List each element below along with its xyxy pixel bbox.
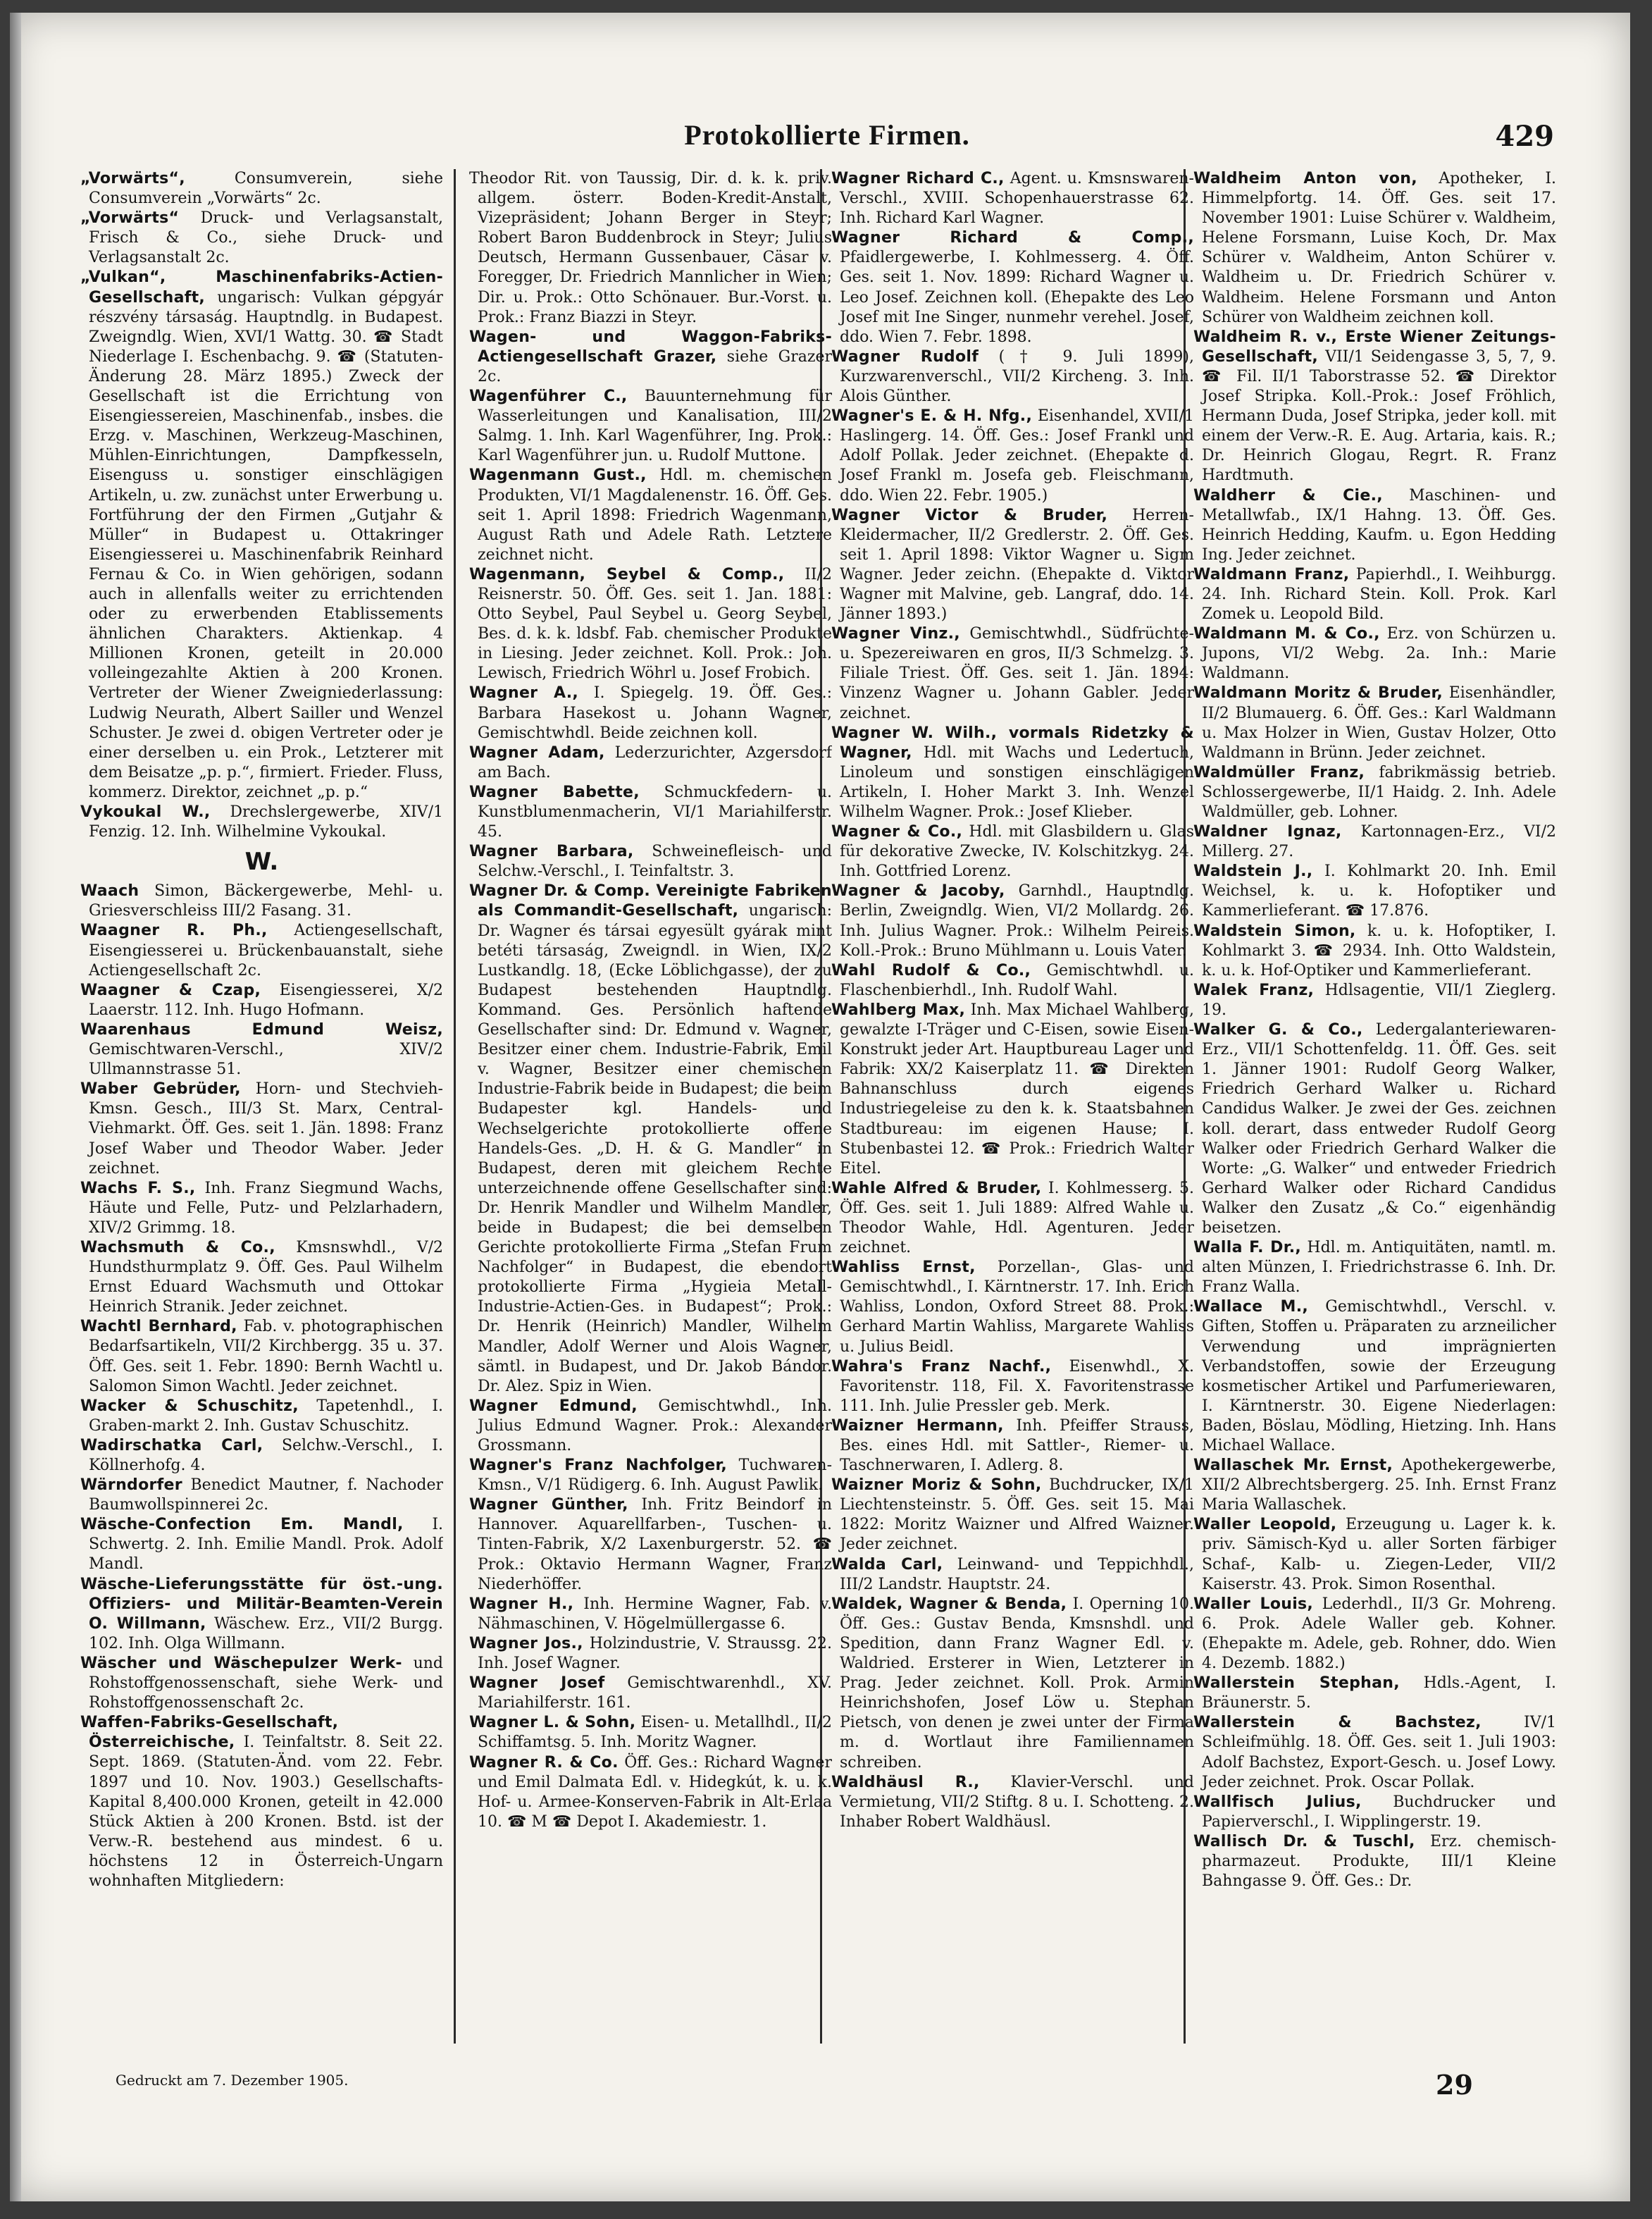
entry-text: Druck- und Verlagsanstalt, Frisch & Co., siehe Druck- und Verlagsanstalt 2c. [89, 209, 443, 267]
entry-text: k. u. k. Hofoptiker, I. Kohlmarkt 3. ☎ 2934. Inh. Otto Waldstein, k. u. k. Hof-Optiker und Kammerlieferant. [1202, 922, 1556, 979]
entry-text: Kmsnswhdl., V/2 Hundsthurmplatz 9. Öff. Ges. Paul Wilhelm Ernst Eduard Wachsmuth und Ottokar Heinrich Stranik. Jeder zeichnet. [89, 1238, 443, 1316]
directory-entry [831, 1595, 1194, 1773]
firm-name: Waach [80, 882, 139, 901]
firm-name: Wahle Alfred & Bruder, [831, 1179, 1042, 1197]
directory-entry [469, 882, 832, 1396]
directory-entry [831, 506, 1194, 625]
firm-name: Wagner & Co., [831, 823, 963, 841]
entry-text: Inh. Fritz Beindorf in Hannover. Aquarellfarben-, Tuschen- u. Tinten-Fabrik, X/2 Laxenburgerstr. 52. ☎ Prok.: Oktavio Hermann Wagner, Franz Niederhöffer. [478, 1496, 832, 1593]
entry-text: Eisenhandel, XVII/1 Haslingerg. 14. Öff. Ges.: Josef Frankl und Adolf Pollak. Jeder zeichnet. (Ehepakte d. Josef Frankl m. Josefa geb. Fleischmann, ddo. Wien 22. Febr. 1905.) [840, 407, 1194, 505]
directory-entry [831, 624, 1194, 723]
directory-entry [1193, 1297, 1556, 1456]
entry-text: Hdlsagentie, VII/1 Zieglerg. 19. [1202, 981, 1556, 1019]
directory-entry [469, 1753, 832, 1832]
entry-text: Horn- und Stechvieh-Kmsn. Gesch., III/3 St. Marx, Central-Viehmarkt. Öff. Ges. seit 1. Jän. 1898: Franz Josef Waber und Theodor Waber. Jeder zeichnet. [89, 1080, 443, 1178]
entry-text: Agent. u. Kmsnswaren-Verschl., XVIII. Schopenhauerstrasse 62. Inh. Richard Karl Wagner. [840, 170, 1194, 228]
column-2 [469, 169, 832, 2177]
entry-text: Garnhdl., Hauptndlg. Berlin, Zweigndlg. Wien, VI/2 Mollardg. 26. Inh. Julius Wagner. Prok.: Wilhelm Peireis. Koll.-Prok.: Bruno Mühlmann u. Louis Vater. [840, 882, 1194, 960]
firm-name: Wagner Babette, [469, 783, 640, 801]
firm-name: Wachsmuth & Co., [80, 1238, 275, 1256]
directory-entry [469, 1495, 832, 1594]
firm-name: Wagner L. & Sohn, [469, 1714, 636, 1732]
signature-mark: 29 [1436, 2069, 1473, 2101]
directory-entry [1193, 862, 1556, 921]
directory-entry [80, 803, 443, 842]
firm-name: Wahra's Franz Nachf., [831, 1357, 1052, 1376]
entry-text: Gemischtwhdl., Inh. Julius Edmund Wagner. Prok.: Alexander Grossmann. [478, 1397, 832, 1454]
firm-name: Wallisch Dr. & Tuschl, [1193, 1832, 1415, 1850]
directory-entry [1193, 1793, 1556, 1832]
directory-entry [80, 1476, 443, 1515]
firm-name: Wagenführer C., [469, 388, 628, 406]
directory-entry [831, 1258, 1194, 1356]
directory-entry [469, 1713, 832, 1753]
firm-name: Waffen-Fabriks-Gesellschaft, Österreichische, [80, 1714, 339, 1752]
firm-name: Wagner Victor & Bruder, [831, 506, 1108, 524]
directory-entry [80, 1179, 443, 1238]
firm-name: Wallerstein Stephan, [1193, 1674, 1400, 1693]
firm-name: Wagner Rudolf [831, 347, 979, 366]
entry-text: († 9. Juli 1899), Kurzwarenverschl., VII/2 Kircheng. 3. Inh. Alois Günther. [840, 347, 1194, 406]
entry-text: Buchdrucker, IX/1 Liechtensteinstr. 5. Öff. Ges. seit 15. Mai 1822: Moritz Waizner und Alfred Waizner. Jeder zeichnet. [840, 1476, 1194, 1554]
firm-name: Waldherr & Cie., [1193, 486, 1383, 505]
directory-entry [80, 981, 443, 1020]
firm-name: Waldner Ignaz, [1193, 823, 1342, 841]
entry-text: Papierhdl., I. Weihburgg. 24. Inh. Richard Stein. Koll. Prok. Karl Zomek u. Leopold Bild. [1202, 565, 1556, 624]
firm-name: Waagner & Czap, [80, 981, 261, 999]
directory-entry [1193, 1020, 1556, 1238]
directory-entry [80, 1654, 443, 1713]
entry-text: siehe Grazer 2c. [478, 347, 832, 385]
firm-name: Wagner W. Wilh., vormals Ridetzky & Wagner, [831, 724, 1194, 762]
directory-entry [1193, 1456, 1556, 1515]
firm-name: Wagner Richard C., [831, 170, 1005, 187]
entry-text: und Rohstoffgenossenschaft, siehe Werk- und Rohstoffgenossenschaft 2c. [89, 1654, 443, 1712]
directory-entry [469, 1674, 832, 1713]
firm-name: Wagner Adam, [469, 743, 605, 762]
firm-name: Walker G. & Co., [1193, 1021, 1363, 1039]
entry-text: Hdls.-Agent, I. Bräunerstr. 5. [1202, 1674, 1556, 1712]
directory-entry [831, 347, 1194, 407]
directory-entry [831, 1416, 1194, 1476]
directory-entry [469, 1456, 832, 1495]
firm-name: Waldhäusl R., [831, 1773, 980, 1791]
entry-text: Wäschew. Erz., VII/2 Burgg. 102. Inh. Olga Willmann. [89, 1614, 443, 1652]
page-title: Protokollierte Firmen. [684, 119, 970, 151]
directory-entry [469, 743, 832, 783]
firm-name: Walla F. Dr., [1193, 1239, 1302, 1257]
firm-name: Wallerstein & Bachstez, [1193, 1714, 1482, 1732]
firm-name: Wagner Edmund, [469, 1397, 638, 1415]
directory-entry [80, 1713, 443, 1891]
directory-entry [80, 209, 443, 268]
entry-text: I. Spiegelg. 19. Öff. Ges.: Barbara Hasekost u. Johann Wagner, Gemischtwhdl. Beide zeichnen koll. [478, 684, 832, 742]
directory-entry [1193, 1713, 1556, 1792]
entry-text: Theodor Rit. von Taussig, Dir. d. k. k. priv. allgem. österr. Boden-Kredit-Anstalt, Vizepräsident; Johann Berger in Steyr; Robert Baron Buddenbrock in Steyr; Julius Deutsch, Hermann Gussenbauer, Cäsar v. Foregger, Dr. Friedrich Mannlicher in Wien; Dir. u. Prok.: Otto Schönauer. Bur.-Vorst. u. Prok.: Franz Biazzi in Steyr. [469, 170, 832, 326]
entry-text: Lederhdl., II/3 Gr. Mohreng. 6. Prok. Adele Waller geb. Kohner. (Ehepakte m. Adele, geb. Rohner, ddo. Wien 4. Dezemb. 1882.) [1202, 1595, 1556, 1673]
firm-name: Waagner R. Ph., [80, 922, 268, 940]
entry-text: Simon, Bäckergewerbe, Mehl- u. Griesverschleiss III/2 Fasang. 31. [89, 882, 443, 920]
directory-page [10, 13, 1630, 2201]
firm-name: Wallace M., [1193, 1298, 1309, 1316]
directory-entry [469, 1595, 832, 1634]
firm-name: Waller Louis, [1193, 1595, 1314, 1613]
firm-name: „Vulkan“, Maschinenfabriks-Actien-Gesellschaft, [80, 268, 443, 307]
entry-text: VII/1 Seidengasse 3, 5, 7, 9. ☎ Fil. II/1 Taborstrasse 52. ☎ Direktor Josef Stripka. Koll.-Prok.: Josef Fröhlich, Hermann Duda, Josef Stripka, jeder koll. mit einem der Verw.-R. E. Aug. Artaria, kais. R.; Dr. Heinrich Glogau, Regrt. R. Franz Hardtmuth. [1202, 347, 1556, 485]
entry-text: I. Teinfaltstr. 8. Seit 22. Sept. 1869. (Statuten-Änd. vom 22. Febr. 1897 und 10. Nov. 1903.) Gesellschafts-Kapital 8,400.000 Kronen, geteilt in 42.000 Stück Aktien à 200 Kronen. Bstd. ist der Verw.-R. bestehend aus mindest. 6 u. höchstens 12 in Österreich-Ungarn wohnhaften Mitgliedern: [89, 1733, 443, 1890]
directory-entry [469, 328, 832, 387]
entry-text: Apotheker, I. Himmelpfortg. 14. Öff. Ges. seit 17. November 1901: Luise Schürer v. Waldheim, Helene Forsmann, Luise Koch, Dr. Max Schürer v. Waldheim, Anton Schürer v. Waldheim u. Dr. Friedrich Schürer v. Waldheim. Helene Forsmann und Anton Schürer von Waldheim zeichnen koll. [1202, 170, 1556, 326]
firm-name: Waizner Moriz & Sohn, [831, 1476, 1042, 1495]
directory-entry [1193, 684, 1556, 762]
firm-name: Wagner R. & Co. [469, 1753, 619, 1772]
entry-text: Erz. von Schürzen u. Jupons, VI/2 Webg. 2a. Inh.: Marie Waldmann. [1202, 625, 1556, 683]
directory-entry [80, 1317, 443, 1396]
directory-entry [469, 1634, 832, 1674]
directory-entry [831, 407, 1194, 505]
directory-entry [80, 1436, 443, 1476]
entry-text: Eisenhändler, II/2 Blumauerg. 6. Öff. Ges.: Karl Waldmann u. Max Holzer in Wien, Gustav Holzer, Otto Waldmann in Brünn. Jeder zeichnet. [1202, 684, 1556, 762]
firm-name: Wagner Jos., [469, 1634, 583, 1652]
directory-entry [831, 1773, 1194, 1832]
directory-entry [80, 1515, 443, 1574]
directory-entry [831, 1179, 1194, 1258]
directory-entry [831, 1476, 1194, 1554]
entry-text: Leinwand- und Teppichhdl., III/2 Landstr. Hauptstr. 24. [840, 1555, 1194, 1593]
firm-name: Vykoukal W., [80, 803, 211, 821]
entry-text: Klavier-Verschl. und Vermietung, VII/2 Stiftg. 8 u. I. Schotteng. 2. Inhaber Robert Waldhäusl. [840, 1773, 1194, 1831]
entry-text: ungarisch: Vulkan gépgyár részvény társaság. Hauptndlg. in Budapest. Zweigndlg. Wien, XVI/1 Wattg. 30. ☎ Stadt Niederlage I. Eschenbachg. 9. ☎ (Statuten-Änderung 28. März 1895.) Zweck der Gesellschaft ist die Errichtung von Eisengiessereien, Maschinenfab., insbes. die Erzg. v. Maschinen, Werkzeug-Maschinen, Mühlen-Einrichtungen, Dampfkesseln, Eisenguss u. sonstiger einschlägigen Artikeln, u. zw. zunächst unter Erwerbung u. Fortführung der den Firmen „Gutjahr & Müller“ in Budapest u. Ottakringer Eisengiesserei u. Maschinenfabrik Reinhard Fernau & Co. in Wien gehörigen, sodann auch in allenfalls weiter zu errichtenden oder zu erwerbenden Etablissements ähnlichen Charakters. Aktienkap. 4 Millionen Kronen, geteilt in 20.000 volleingezahlte Aktien à 200 Kronen. Vertreter der Wiener Zweigniederlassung: Ludwig Neurath, Albert Sailler und Wenzel Schuster. Je zwei d. obigen Vertreter oder je einer derselben u. ein Prok., Letzterer mit dem Beisatze „p. p.“, firmiert. Frieder. Fluss, kommerz. Direktor, zeichnet „p. p.“ [89, 288, 443, 801]
entry-text: fabrikmässig betrieb. Schlossergewerbe, II/1 Haidg. 2. Inh. Adele Waldmüller, geb. Lohner. [1202, 763, 1556, 821]
firm-name: Wallaschek Mr. Ernst, [1193, 1457, 1393, 1475]
entry-text: IV/1 Schleifmühlg. 18. Öff. Ges. seit 1. Juli 1903: Adolf Bachstez, Export-Gesch. u. Josef Lowy. Jeder zeichnet. Prok. Oscar Pollak. [1202, 1714, 1556, 1791]
directory-entry [80, 1397, 443, 1436]
directory-entry [1193, 1595, 1556, 1674]
firm-name: Wäsche-Confection Em. Mandl, [80, 1516, 404, 1534]
entry-text: Erzeugung u. Lager k. k. priv. Sämisch-Kyd u. aller Sorten färbiger Schaf-, Kalb- u. Ziegen-Leder, VII/2 Kaiserstr. 43. Prok. Simon Rosenthal. [1202, 1516, 1556, 1593]
entry-text: Hdl. mit Wachs und Ledertuch, Linoleum und sonstigen einschlägigen Artikeln, I. Hoher Markt 3. Inh. Wenzel Wilhelm Wagner. Prok.: Josef Klieber. [840, 743, 1194, 821]
firm-name: Wadirschatka Carl, [80, 1436, 263, 1454]
directory-entry [469, 565, 832, 684]
firm-name: Wagner Josef [469, 1674, 605, 1693]
directory-entry [469, 684, 832, 743]
entry-text: Gemischtwaren-Verschl., XIV/2 Ullmannstrasse 51. [89, 1041, 443, 1079]
firm-name: Wagner Vinz., [831, 625, 960, 643]
entry-text: Kartonnagen-Erz., VI/2 Millerg. 27. [1202, 823, 1556, 861]
entry-text: Bauunternehmung für Wasserleitungen und Kanalisation, III/2 Salmg. 1. Inh. Karl Wagenführer, Ing. Prok.: Karl Wagenführer jun. u. Rudolf Muttone. [478, 388, 832, 465]
entry-text: I. Operning 10. Öff. Ges.: Gustav Benda, Kmsnshdl. und Spedition, dann Franz Wagner Edl. v. Waldried. Ersterer in Wien, Letzterer in Prag. Jeder zeichnet. Koll. Prok. Armin Heinrichshofen, Josef Löw u. Stephan Pietsch, von denen je zwei unter der Firma m. d. Wortlaut ihre Familiennamen schreiben. [840, 1595, 1194, 1772]
firm-name: Wagner Günther, [469, 1496, 628, 1514]
firm-name: „Vorwärts“, [80, 170, 185, 187]
entry-text: Eisen- u. Metallhdl., II/2 Schiffamtsg. 5. Inh. Moritz Wagner. [478, 1714, 832, 1752]
entry-text: Buchdrucker und Papierverschl., I. Wipplingerstr. 19. [1202, 1793, 1556, 1831]
entry-text: Gemischtwarenhdl., XV. Mariahilferstr. 161. [478, 1674, 832, 1712]
entry-text: Benedict Mautner, f. Nachoder Baumwollspinnerei 2c. [89, 1476, 443, 1514]
directory-entry [831, 961, 1194, 1001]
entry-text: ungarisch: Dr. Wagner és társai egyesült gyárak mint betéti társaság, Zweigndl. in Wien, IX/2 Lustkandlg. 18, (Ecke Löblichgasse), der zu Budapest bestehenden Hauptndlg. Kommand. Ges. Persönlich haftende Gesellschafter sind: Dr. Edmund v. Wagner, Besitzer einer chem. Industrie-Fabrik, Emil v. Wagner, Besitzer einer chemischen Industrie-Fabrik beide in Budapest; die beim Budapester kgl. Handels- und Wechselgerichte protokollierte offene Handels-Ges. „D. H. & G. Mandler“ in Budapest, deren mit gleichem Rechte unterzeichnende offene Gesellschafter sind: Dr. Henrik Mandler und Wilhelm Mandler, beide in Budapest; die bei demselben Gerichte protokollierte Firma „Stefan Frum Nachfolger“ in Budapest, die ebendort protokollierte Firma „Hygieia Metall-Industrie-Actien-Ges. in Budapest“; Prok.: Dr. Henrik (Heinrich) Mandler, Wilhelm Mandler, Adolf Werner und Alois Wagner, sämtl. in Budapest, und Dr. Jakob Bándor. Dr. Alez. Spiz in Wien. [478, 902, 832, 1395]
entry-text: Pfaidlergewerbe, I. Kohlmesserg. 4. Öff. Ges. seit 1. Nov. 1899: Richard Wagner u. Leo Josef. Zeichnen koll. (Ehepakte des Leo Josef mit Ine Singer, nunmehr verehel. Josef, ddo. Wien 7. Febr. 1898. [840, 249, 1194, 346]
directory-entry [831, 1357, 1194, 1416]
print-date: Gedruckt am 7. Dezember 1905. [116, 2072, 349, 2089]
directory-entry [1193, 981, 1556, 1020]
directory-entry [1193, 1238, 1556, 1297]
directory-entry [80, 1575, 443, 1654]
entry-text: Tapetenhdl., I. Graben-markt 2. Inh. Gustav Schuschitz. [89, 1397, 443, 1435]
firm-name: Waldstein Simon, [1193, 922, 1356, 940]
firm-name: Waldheim Anton von, [1193, 170, 1417, 187]
directory-entry [469, 466, 832, 564]
firm-name: Waldmann M. & Co., [1193, 625, 1380, 643]
column-4 [1193, 169, 1556, 2177]
directory-entry [80, 268, 443, 803]
directory-entry [80, 1238, 443, 1317]
directory-entry [1193, 624, 1556, 684]
entry-text: Inh. Pfeiffer Strauss, Bes. eines Hdl. mit Sattler-, Riemer- u. Taschnerwaren, I. Adlerg. 8. [840, 1416, 1194, 1475]
directory-entry [80, 1080, 443, 1178]
directory-entry [1193, 486, 1556, 565]
directory-entry [831, 882, 1194, 960]
directory-entry [1193, 565, 1556, 624]
entry-text: Fab. v. photographischen Bedarfsartikeln, VII/2 Kirchbergg. 35 u. 37. Öff. Ges. seit 1. Febr. 1890: Bernh Wachtl u. Salomon Simon Wachtl. Jeder zeichnet. [89, 1318, 443, 1395]
firm-name: Wallfisch Julius, [1193, 1793, 1362, 1811]
entry-text: II/2 Reisnerstr. 50. Öff. Ges. seit 1. Jan. 1881: Otto Seybel, Paul Seybel u. Georg Seybel, Bes. d. k. k. ldsbf. Fab. chemischer Produkte in Liesing. Jeder zeichnet. Koll. Prok.: Joh. Lewisch, Friedrich Wöhrl u. Josef Frobich. [478, 565, 832, 683]
firm-name: Waldheim R. v., Erste Wiener Zeitungs-Gesellschaft, [1193, 328, 1556, 366]
entry-text: Holzindustrie, V. Straussg. 22. Inh. Josef Wagner. [478, 1634, 832, 1673]
directory-entry [80, 882, 443, 921]
directory-entry [469, 1397, 832, 1456]
directory-entry [469, 783, 832, 842]
firm-name: Waldmüller Franz, [1193, 763, 1365, 781]
directory-entry [1193, 822, 1556, 862]
entry-text: Inh. Max Michael Wahlberg, gewalzte I-Träger und C-Eisen, sowie Eisen-Konstrukt jeder Art. Hauptbureau Lager und Fabrik: XX/2 Kaiserplatz 11. ☎ Direkten Bahnanschluss durch eigenes Industriegeleise zu den k. k. Staatsbahnen Stadtbureau: im eigenen Hause; I. Stubenbastei 12. ☎ Prok.: Friedrich Walter Eitel. [840, 1001, 1194, 1178]
firm-name: Wagner A., [469, 684, 579, 703]
entry-text: Inh. Franz Siegmund Wachs, Häute und Felle, Putz- und Pelzlarhadern, XIV/2 Grimmg. 18. [89, 1179, 443, 1237]
directory-entry [831, 822, 1194, 882]
entry-text: Lederzurichter, Azgersdorf am Bach. [478, 743, 832, 781]
firm-name: Wachtl Bernhard, [80, 1318, 237, 1336]
page-edge-shadow [10, 13, 21, 2201]
directory-entry [1193, 1515, 1556, 1594]
column-3 [831, 169, 1194, 2177]
directory-entry [831, 1555, 1194, 1595]
entry-text: Drechslergewerbe, XIV/1 Fenzig. 12. Inh. Wilhelmine Vykoukal. [89, 803, 443, 841]
directory-entry [1193, 169, 1556, 328]
directory-entry [1193, 328, 1556, 486]
entry-text: Erz. chemisch-pharmazeut. Produkte, III/1 Kleine Bahngasse 9. Öff. Ges.: Dr. [1202, 1832, 1556, 1891]
firm-name: Waller Leopold, [1193, 1516, 1337, 1534]
entry-text: Apothekergewerbe, XII/2 Albrechtsbergerg. 25. Inh. Ernst Franz Maria Wallaschek. [1202, 1457, 1556, 1514]
directory-entry [1193, 763, 1556, 822]
firm-name: Wäsche-Lieferungsstätte für öst.-ung. Offiziers- und Militär-Beamten-Verein O. Willmann, [80, 1575, 443, 1633]
directory-entry [469, 387, 832, 466]
entry-text: Gemischtwhdl., Südfrüchte- u. Spezereiwaren en gros, II/3 Schmelzg. 3. Filiale Triest. Öff. Ges. seit 1. Jän. 1894: Vinzenz Wagner u. Johann Gabler. Jeder zeichnet. [840, 625, 1194, 722]
firm-name: Wagenmann, Seybel & Comp., [469, 565, 785, 583]
entry-text: Öff. Ges.: Richard Wagner und Emil Dalmata Edl. v. Hidegkút, k. u. k. Hof- u. Armee-Konserven-Fabrik in Alt-Erlaa 10. ☎ M ☎ Depot I. Akademiestr. 1. [478, 1753, 832, 1831]
entry-text: I. Kohlmesserg. 5. Öff. Ges. seit 1. Juli 1889: Alfred Wahle u. Theodor Wahle, Hdl. Agenturen. Jeder zeichnet. [840, 1179, 1194, 1257]
entry-text: Hdl. m. chemischen Produkten, VI/1 Magdalenenstr. 16. Öff. Ges. seit 1. April 1898: Friedrich Wagenmann, August Rath und Adele Rath. Letztere zeichnet nicht. [478, 466, 832, 564]
firm-name: Wärndorfer [80, 1476, 182, 1495]
entry-text: Schweinefleisch- und Selchw.-Verschl., I. Teinfaltstr. 3. [478, 843, 832, 881]
firm-name: Wagenmann Gust., [469, 466, 647, 485]
directory-entry [831, 724, 1194, 822]
firm-name: Wacker & Schuschitz, [80, 1397, 299, 1415]
directory-entry [80, 921, 443, 980]
entry-text: Consumverein, siehe Consumverein „Vorwärts“ 2c. [89, 170, 443, 208]
column-rule [454, 169, 456, 2044]
firm-name: Wachs F. S., [80, 1179, 196, 1197]
entry-text: Eisenwhdl., X. Favoritenstr. 118, Fil. X. Favoritenstrasse 111. Inh. Julie Pressler geb. Merk. [840, 1357, 1194, 1415]
firm-name: Waber Gebrüder, [80, 1080, 241, 1099]
entry-text: Inh. Hermine Wagner, Fab. v. Nähmaschinen, V. Högelmüllergasse 6. [478, 1595, 832, 1633]
firm-name: Wagner's E. & H. Nfg., [831, 407, 1033, 426]
entry-text: Hdl. m. Antiquitäten, namtl. m. alten Münzen, I. Friedrichstrasse 6. Inh. Dr. Franz Walla. [1202, 1239, 1556, 1297]
entry-text: Maschinen- und Metallwfab., IX/1 Hahng. 13. Öff. Ges. Heinrich Hedding, Kaufm. u. Egon Hedding Ing. Jeder zeichnet. [1202, 486, 1556, 564]
entry-text: Tuchwaren-Kmsn., V/1 Rüdigerg. 6. Inh. August Pawlik. [478, 1457, 832, 1495]
entry-text: Herren-Kleidermacher, II/2 Gredlerstr. 2. Öff. Ges. seit 1. April 1898: Viktor Wagner u. Sigm Wagner. Jeder zeichn. (Ehepakte d. Viktor Wagner mit Malvine, geb. Langraf, ddo. 14. Jänner 1893.) [840, 506, 1194, 624]
firm-name: Walek Franz, [1193, 981, 1315, 999]
firm-name: Waarenhaus Edmund Weisz, [80, 1020, 443, 1039]
firm-name: Wagen- und Waggon-Fabriks-Actiengesellschaft Grazer, [469, 328, 832, 366]
entry-text: Ledergalanteriewaren-Erz., VII/1 Schottenfeldg. 11. Öff. Ges. seit 1. Jänner 1901: Rudolf Georg Walker, Friedrich Gerhard Walker u. Richard Candidus Walker. Je zwei der Ges. zeichnen koll. derart, dass entweder Rudolf Georg Walker oder Friedrich Gerhard Walker die Worte: „G. Walker“ und entweder Friedrich Gerhard Walker oder Richard Candidus Walker den Zusatz „& Co.“ eigenhändig beisetzen. [1202, 1021, 1556, 1237]
firm-name: Wäscher und Wäschepulzer Werk- [80, 1654, 402, 1672]
firm-name: Wagner Dr. & Comp. Vereinigte Fabriken als Commandit-Gesellschaft, [469, 882, 832, 920]
entry-text: Gemischtwhdl. u. Flaschenbierhdl., Inh. Rudolf Wahl. [840, 961, 1194, 999]
entry-text: I. Schwertg. 2. Inh. Emilie Mandl. Prok. Adolf Mandl. [89, 1516, 443, 1574]
page-number: 429 [1495, 120, 1554, 153]
entry-text: Hdl. mit Glasbildern u. Glas für dekorative Zwecke, IV. Kolschitzkyg. 24. Inh. Gottfried Lorenz. [840, 823, 1194, 881]
entry-text: I. Kohlmarkt 20. Inh. Emil Weichsel, k. u. k. Hofoptiker und Kammerlieferant. ☎ 17.876. [1202, 863, 1556, 920]
firm-name: „Vorwärts“ [80, 209, 180, 228]
directory-entry [831, 228, 1194, 347]
firm-name: Wahliss Ernst, [831, 1259, 976, 1277]
firm-name: Wagner Richard & Comp., [831, 229, 1194, 247]
firm-name: Wagner & Jacoby, [831, 882, 1005, 901]
directory-entry [1193, 1674, 1556, 1713]
firm-name: Waldmann Moritz & Bruder, [1193, 684, 1443, 703]
directory-entry [469, 169, 832, 328]
firm-name: Waldmann Franz, [1193, 565, 1350, 583]
directory-entry [831, 1001, 1194, 1179]
entry-text: Eisengiesserei, X/2 Laaerstr. 112. Inh. Hugo Hofmann. [89, 981, 443, 1019]
directory-entry [1193, 922, 1556, 981]
directory-entry [831, 169, 1194, 228]
firm-name: Waldstein J., [1193, 863, 1313, 881]
firm-name: Wagner H., [469, 1595, 574, 1613]
entry-text: Gemischtwhdl., Verschl. v. Giften, Stoffen u. Präparaten zu arzneilicher Verwendung und imprägnierten Verbandstoffen, sowie der Erzeugung kosmetischer Artikel und Parfumeriewaren, I. Kärntnerstr. 30. Eigene Niederlagen: Baden, Böslau, Mödling, Hietzing. Inh. Hans Michael Wallace. [1202, 1298, 1556, 1454]
entry-text: Actiengesellschaft, Eisengiesserei u. Brückenbauanstalt, siehe Actiengesellschaft 2c. [89, 922, 443, 979]
firm-name: Wahl Rudolf & Co., [831, 961, 1031, 979]
firm-name: Wagner's Franz Nachfolger, [469, 1457, 728, 1475]
directory-entry [1193, 1832, 1556, 1891]
directory-entry [80, 169, 443, 209]
entry-text: Schmuckfedern- u. Kunstblumenmacherin, VI/1 Mariahilferstr. 45. [478, 783, 832, 841]
firm-name: Waldek, Wagner & Benda, [831, 1595, 1067, 1613]
directory-entry [469, 842, 832, 882]
firm-name: Wahlberg Max, [831, 1001, 966, 1019]
entry-text: Porzellan-, Glas- und Gemischtwhdl., I. Kärntnerstr. 17. Inh. Erich Wahliss, London, Oxford Street 88. Prok.: Gerhard Martin Wahliss, Margarete Wahliss u. Julius Beidl. [840, 1259, 1194, 1356]
firm-name: Waizner Hermann, [831, 1416, 1004, 1435]
section-letter: W. [244, 848, 279, 877]
firm-name: Wagner Barbara, [469, 843, 634, 861]
directory-entry [80, 1020, 443, 1080]
column-1 [80, 169, 443, 2177]
entry-text: Selchw.-Verschl., I. Köllnerhofg. 4. [89, 1436, 443, 1474]
firm-name: Walda Carl, [831, 1555, 943, 1574]
